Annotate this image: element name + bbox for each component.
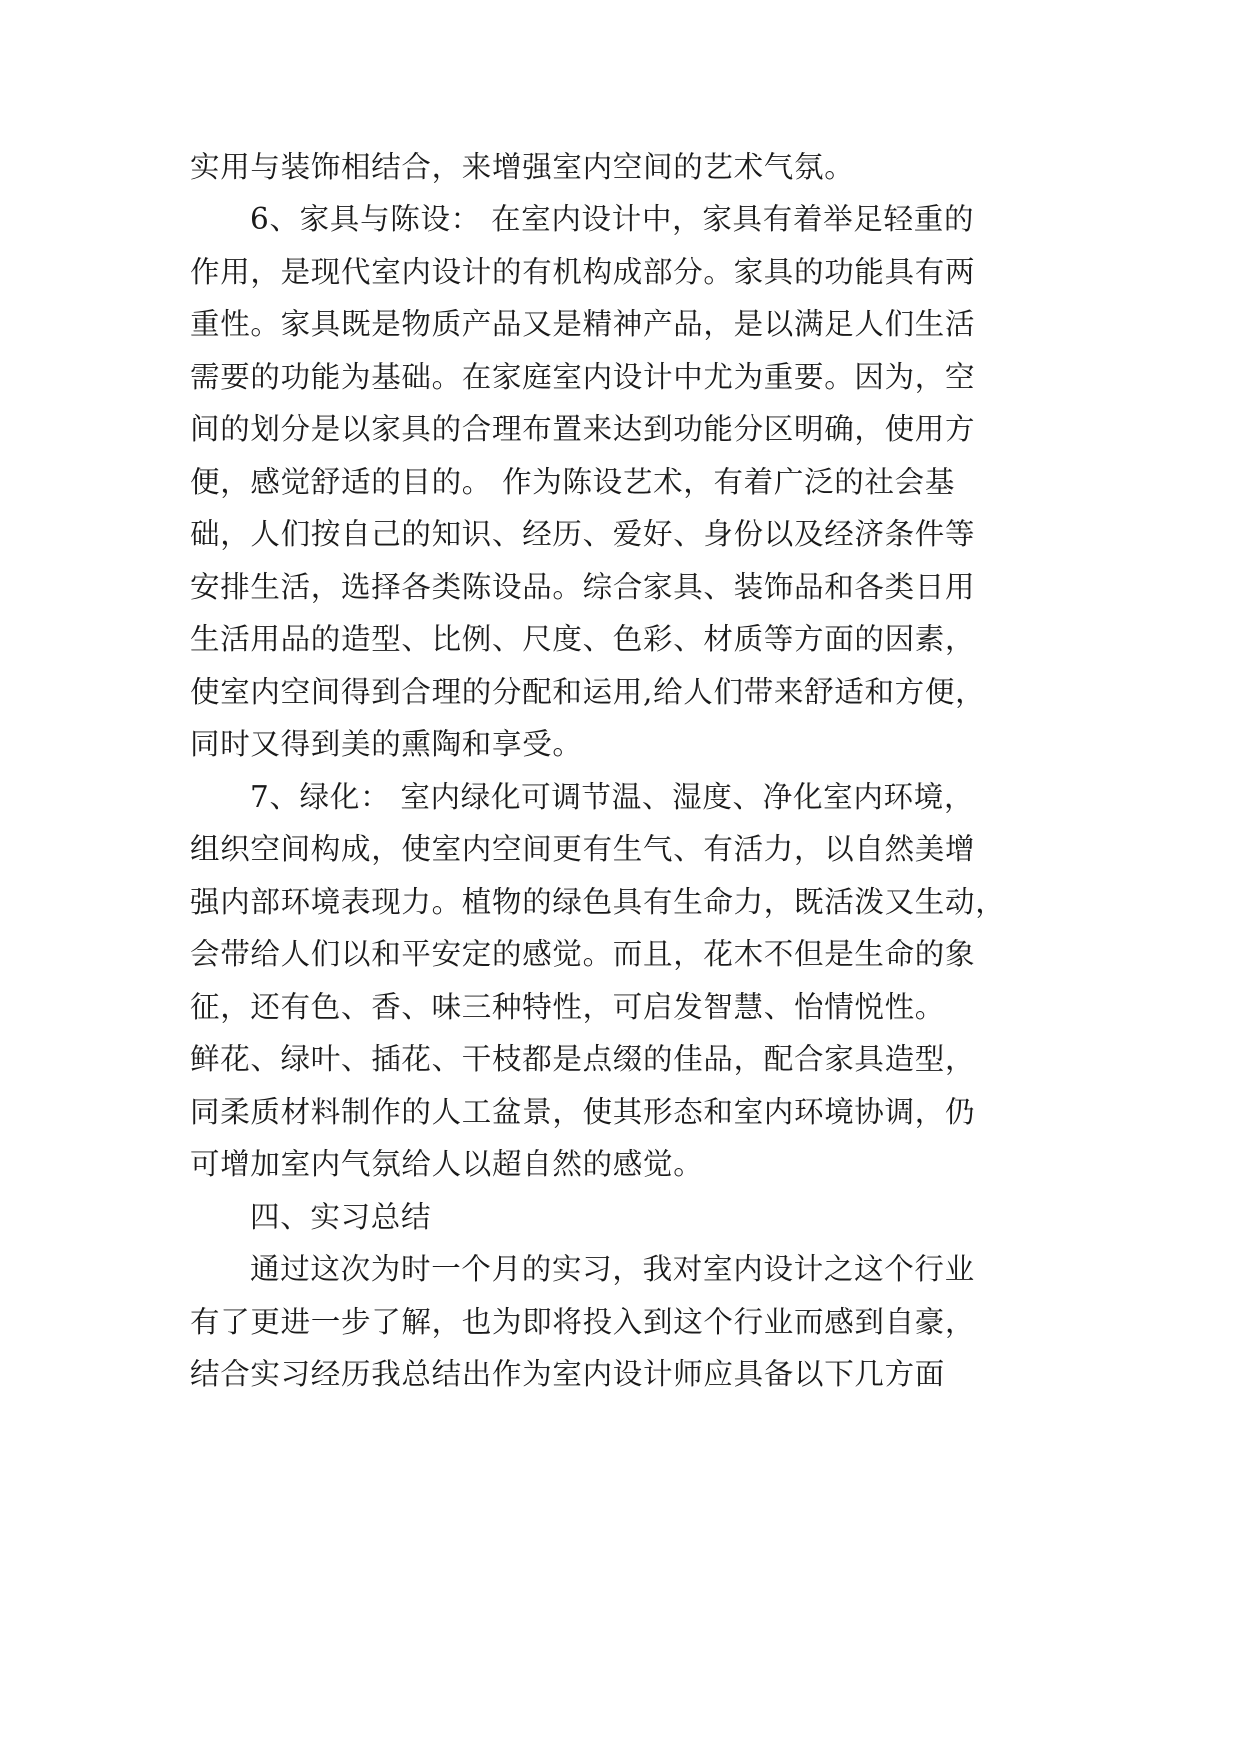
text-line: 生活用品的造型、比例、尺度、色彩、材质等方面的因素，: [190, 622, 976, 656]
text-line: 鲜花、绿叶、插花、干枝都是点缀的佳品，配合家具造型，: [190, 1042, 976, 1076]
text-line: 组织空间构成，使室内空间更有生气、有活力，以自然美增: [190, 832, 976, 866]
text-line: 作用，是现代室内设计的有机构成部分。家具的功能具有两: [190, 255, 976, 289]
text-line: 重性。家具既是物质产品又是精神产品，是以满足人们生活: [190, 307, 976, 341]
text-line: 6、家具与陈设： 在室内设计中，家具有着举足轻重的: [250, 202, 975, 236]
text-line: 间的划分是以家具的合理布置来达到功能分区明确，使用方: [190, 412, 976, 446]
text-line: 需要的功能为基础。在家庭室内设计中尤为重要。因为，空: [190, 360, 976, 394]
text-line: 便，感觉舒适的目的。 作为陈设艺术，有着广泛的社会基: [190, 465, 956, 499]
text-line: 使室内空间得到合理的分配和运用,给人们带来舒适和方便，: [190, 675, 986, 709]
text-line: 同柔质材料制作的人工盆景，使其形态和室内环境协调，仍: [190, 1095, 976, 1129]
text-line: 征，还有色、香、味三种特性，可启发智慧、怡情悦性。: [190, 990, 946, 1024]
text-line: 有了更进一步了解，也为即将投入到这个行业而感到自豪，: [190, 1305, 976, 1339]
text-line: 结合实习经历我总结出作为室内设计师应具备以下几方面: [190, 1357, 946, 1391]
text-line: 可增加室内气氛给人以超自然的感觉。: [190, 1147, 704, 1181]
text-line: 会带给人们以和平安定的感觉。而且，花木不但是生命的象: [190, 937, 976, 971]
text-line: 强内部环境表现力。植物的绿色具有生命力，既活泼又生动，: [190, 885, 1006, 919]
text-line: 实用与装饰相结合，来增强室内空间的艺术气氛。: [190, 150, 855, 184]
text-line: 通过这次为时一个月的实习，我对室内设计之这个行业: [250, 1252, 975, 1286]
text-line: 安排生活，选择各类陈设品。综合家具、装饰品和各类日用: [190, 570, 976, 604]
text-line: 础，人们按自己的知识、经历、爱好、身份以及经济条件等: [190, 517, 976, 551]
text-line: 同时又得到美的熏陶和享受。: [190, 727, 583, 761]
section-heading: 四、实习总结: [250, 1200, 432, 1234]
text-line: 7、绿化： 室内绿化可调节温、湿度、净化室内环境，: [250, 780, 975, 814]
